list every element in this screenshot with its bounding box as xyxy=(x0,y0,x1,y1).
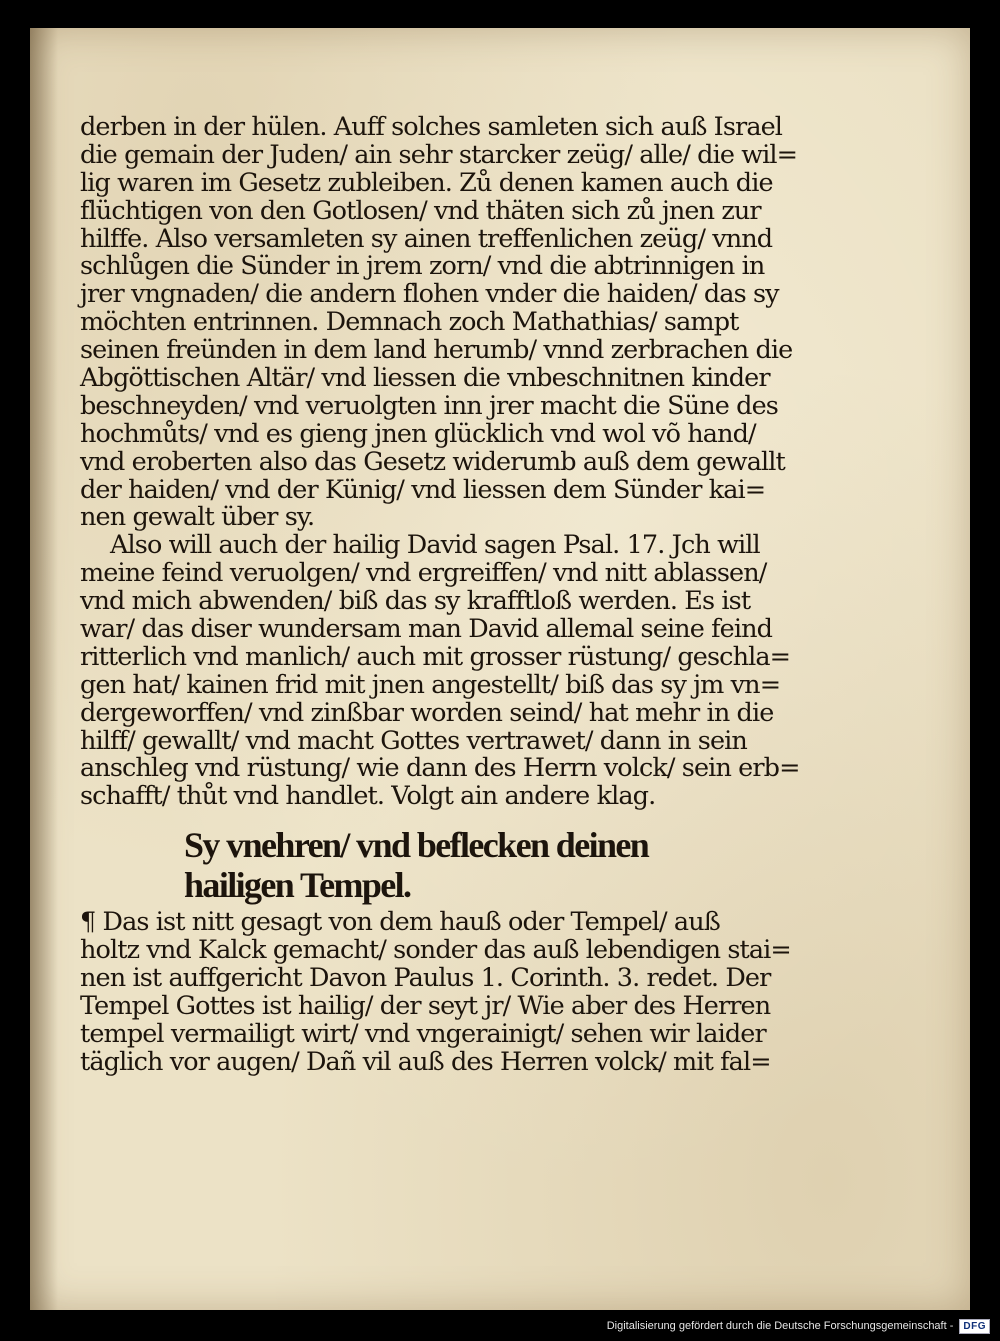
text-line: lig waren im Gesetz zubleiben. Zů denen kamen auch die xyxy=(80,167,773,198)
text-line: vnd mich abwenden/ biß das sy krafftloß werden. Es ist xyxy=(80,586,751,617)
text-line: der haiden/ vnd der Künig/ vnd liessen dem Sünder kai= xyxy=(80,474,766,505)
text-line: möchten entrinnen. Demnach zoch Mathathias/ sampt xyxy=(80,307,739,338)
text-line: schlůgen die Sünder in jrem zorn/ vnd die abtrinnigen in xyxy=(80,251,765,282)
text-line: nen gewalt über sy. xyxy=(80,502,315,533)
text-line: hilffe. Also versamleten sy ainen treffenlichen zeüg/ vnnd xyxy=(80,223,773,254)
funding-footer xyxy=(607,1315,990,1337)
text-line: anschleg vnd rüstung/ wie dann des Herrn volck/ sein erb= xyxy=(80,753,800,784)
body-text-part-1 xyxy=(80,114,800,811)
text-line: vnd eroberten also das Gesetz widerumb auß dem gewallt xyxy=(80,446,785,477)
text-line: hochmůts/ vnd es gieng jnen glücklich vnd wol võ hand/ xyxy=(80,418,756,449)
text-line: gen hat/ kainen frid mit jnen angestellt/ biß das sy jm vn= xyxy=(80,669,781,700)
body-text-part-2 xyxy=(80,909,800,1076)
text-line: ritterlich vnd manlich/ auch mit grosser rüstung/ geschla= xyxy=(80,641,791,672)
text-line: jrer vngnaden/ die andern flohen vnder die haiden/ das sy xyxy=(80,279,779,310)
footer-credit-text: Digitalisierung gefördert durch die Deutsche Forschungsgemeinschaft - xyxy=(606,1320,954,1332)
scanned-page xyxy=(30,28,970,1310)
text-line: Tempel Gottes ist hailig/ der seyt jr/ Wie aber des Herren xyxy=(80,990,771,1021)
dfg-logo: DFG xyxy=(959,1319,990,1334)
text-block xyxy=(80,114,800,1077)
text-line: hilff/ gewallt/ vnd macht Gottes vertrawet/ dann in sein xyxy=(80,725,747,756)
text-line: die gemain der Juden/ ain sehr starcker zeüg/ alle/ die wil= xyxy=(80,139,798,170)
text-line: Also will auch der hailig David sagen Psal. 17. Jch will xyxy=(110,530,760,561)
text-line: beschneyden/ vnd veruolgten inn jrer macht die Süne des xyxy=(80,390,778,421)
section-heading-line-1: Sy vnehren/ vnd beflecken deinen xyxy=(184,825,649,866)
text-line: dergeworffen/ vnd zinßbar worden seind/ hat mehr in die xyxy=(80,697,774,728)
section-heading-line-2: hailigen Tempel. xyxy=(184,865,411,906)
text-line: war/ das diser wundersam man David allemal seine feind xyxy=(80,614,773,645)
text-line: Abgöttischen Altär/ vnd liessen die vnbeschnitnen kinder xyxy=(80,363,770,394)
text-line: seinen freünden in dem land herumb/ vnnd zerbrachen die xyxy=(80,335,793,366)
text-line: täglich vor augen/ Dañ vil auß des Herren volck/ mit fal= xyxy=(80,1046,771,1077)
text-line: schafft/ thůt vnd handlet. Volgt ain andere klag. xyxy=(80,781,656,812)
text-line: tempel vermailigt wirt/ vnd vngerainigt/ sehen wir laider xyxy=(80,1018,766,1049)
text-line: derben in der hülen. Auff solches samleten sich auß Israel xyxy=(80,112,783,142)
text-line: holtz vnd Kalck gemacht/ sonder das auß lebendigen stai= xyxy=(80,935,791,966)
text-line: ¶ Das ist nitt gesagt von dem hauß oder Tempel/ auß xyxy=(80,907,720,938)
text-line: flüchtigen von den Gotlosen/ vnd thäten sich zů jnen zur xyxy=(80,195,761,226)
text-line: nen ist auffgericht Davon Paulus 1. Corinth. 3. redet. Der xyxy=(80,963,771,994)
text-line: meine feind veruolgen/ vnd ergreiffen/ vnd nitt ablassen/ xyxy=(80,558,767,589)
